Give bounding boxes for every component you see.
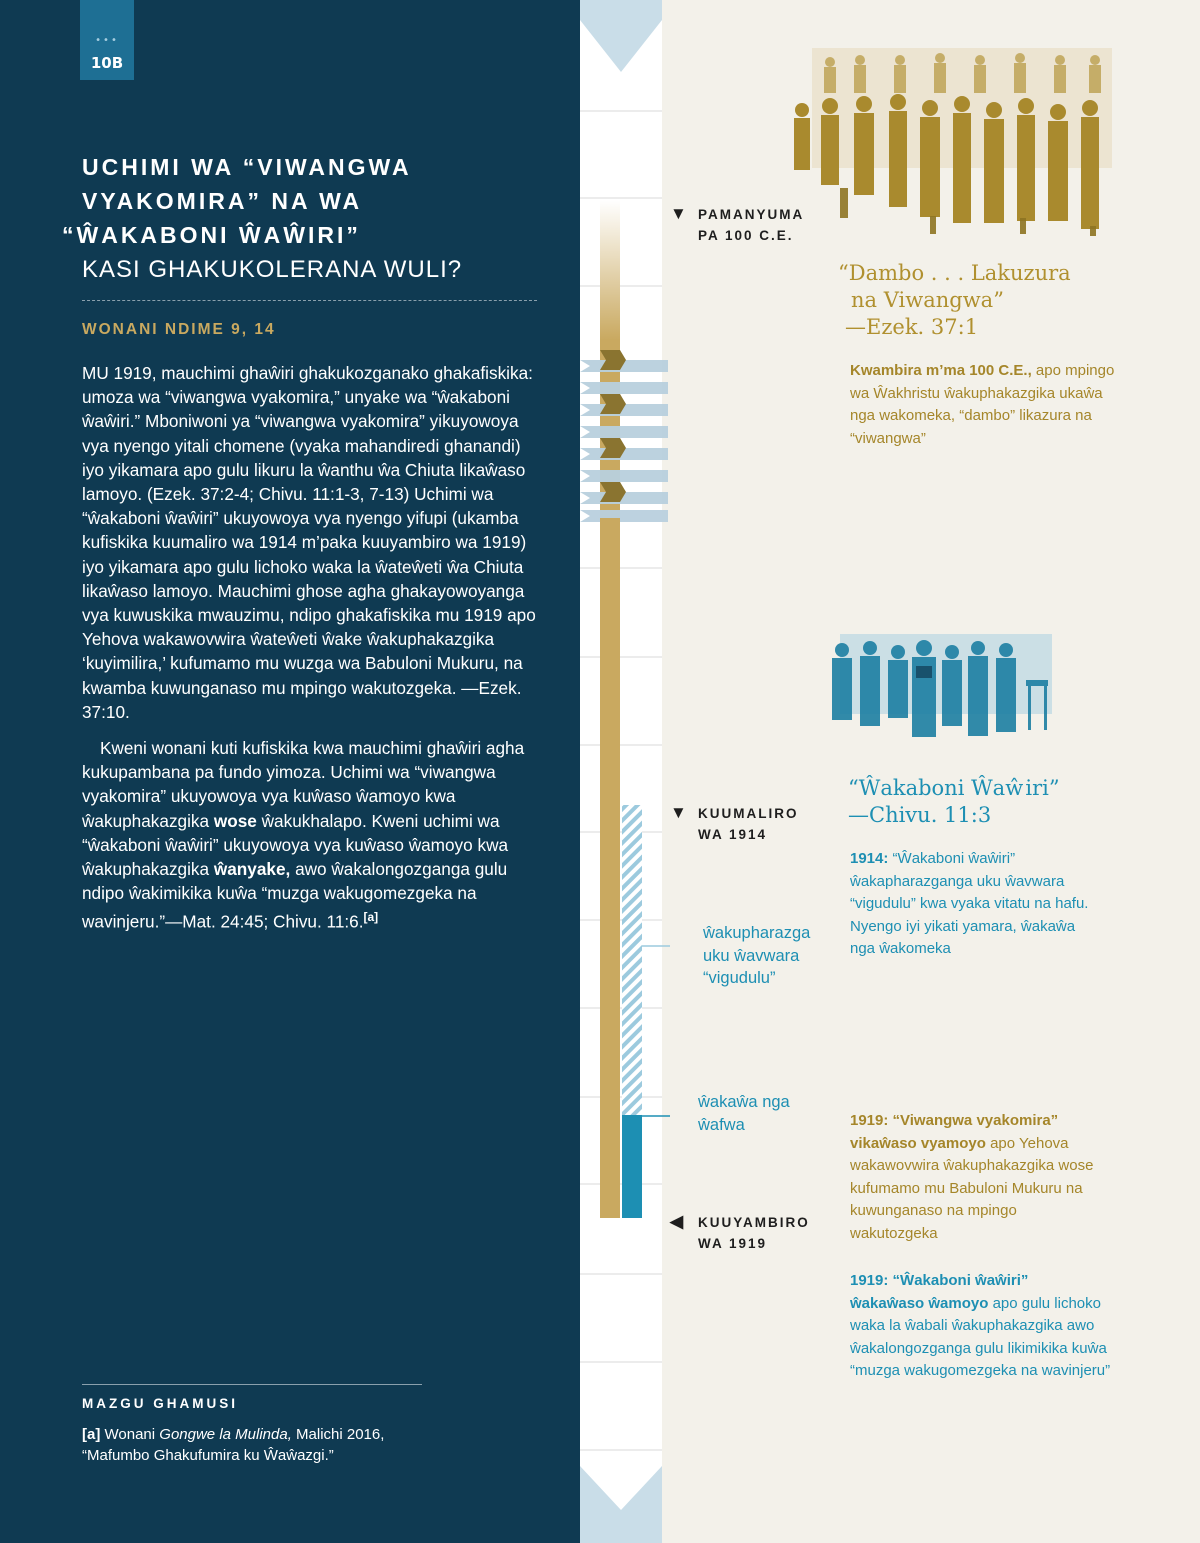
bones-description: Kwambira m’ma 100 C.E., apo mpingo wa Ŵakhristu ŵakuphakazgika ukaŵa nga wakomeka, “dambo” likazura na “viwangwa” [850, 362, 1115, 447]
p2-text-a: Kweni wonani kuti kufiskika kwa mauchimi ghaŵiri agha kukupambana pa fundo yimoza. Uchimi wa “viwangwa vyakomira” ukuyowoya vya kuŵaso ŵamoyo kwa ŵakuphakazgika [82, 738, 525, 831]
result-bones-1919: 1919: “Viwangwa vyakomira” vikaŵaso vyamoyo apo Yehova wakawovwira ŵakuphakazgika wose kufumamo mu Babuloni Mukuru na kuwunganaso na mpingo wakutozgeka [850, 1112, 1094, 1242]
page-subtitle: KASI GHAKUKOLERANA WULI? [82, 256, 463, 283]
timeline-graphic [580, 0, 670, 1543]
article-body [82, 361, 542, 946]
footnote-divider [82, 1384, 422, 1385]
footnote-text-a: Wonani [100, 1426, 160, 1443]
triangle-down-icon: ▼ [670, 803, 687, 822]
top-chevron [580, 0, 662, 72]
p2-bold-wanyake: ŵanyake, [213, 859, 291, 880]
dashed-divider [82, 300, 537, 301]
gold-bar-fade [600, 200, 620, 340]
triangle-left-icon: ◀ [670, 1212, 684, 1231]
span-label-sackcloth: ŵakupharazga uku ŵavwara “vigudulu” [703, 924, 811, 987]
page-title [62, 150, 532, 252]
title-line-3: “ŴAKABONI ŴAŴIRI” [62, 222, 361, 248]
hatched-bar [622, 805, 642, 1115]
footnote-text [82, 1424, 442, 1466]
witnesses-illustration [820, 630, 1060, 745]
body-paragraph-2 [82, 736, 542, 934]
footnote-marker: [a] [82, 1426, 101, 1443]
timeline-label-100ce: ▼ PAMANYUMA PA 100 C.E. [670, 204, 805, 243]
timeline-ticks [580, 111, 662, 1450]
witnesses-heading: “Ŵakaboni Ŵaŵiri” —Chivu. 11:3 [848, 776, 1060, 827]
p2-text-c: awo ŵakalongozganga gulu ndipo ŵakimikika kuŵa “muzga wakugomezgeka na wavinjeru.”—Mat. 24:45; Chivu. 11:6. [82, 859, 508, 933]
timeline-label-1914: ▼ KUUMALIRO WA 1914 [670, 803, 799, 842]
badge-dots: ••• [95, 35, 119, 46]
triangle-down-icon: ▼ [670, 204, 687, 223]
body-paragraph-1: MU 1919, mauchimi ghaŵiri ghakukozganako ghakafiskika: umoza wa “viwangwa vyakomira,” unyake wa “ŵakaboni ŵaŵiri.” Mboniwoni ya “viwangwa vyakomira” yikuyowoya vya nyengo yitali chomene (vyaka mahandiredi ghanandi) iyo yikamara apo gulu likuru la ŵanthu ŵa Chiuta likaŵaso lamoyo. (Ezek. 37:2-4; Chivu. 11:1-3, 7-13) Uchimi wa “ŵakaboni ŵaŵiri” ukuyowoya vya nyengo yifupi (ukamba kufiskika kuumaliro wa 1914 m’paka kuuyambiro wa 1919) iyo yikamara apo gulu lichoko waka la ŵateŵeti ŵa Chiuta likaŵaso lamoyo. Mauchimi ghose agha ghakayowoyanga vya kuwuskika mwauzimu, ndipo ghakafiskika mu 1919 apo Yehova wakawovwira ŵateŵeti ŵake ŵakuphakazgika ‘kuyimilira,’ kufumamo mu wuzga wa Babuloni Mukuru, na kwamba kuwunganaso mu mpingo wakutozgeka. —Ezek. 37:10. [82, 363, 536, 722]
article-panel [0, 0, 580, 1543]
span-label-dead: ŵakaŵa nga ŵafwa [698, 1093, 790, 1134]
badge-number: 10B [90, 54, 124, 72]
bottom-chevron [580, 1466, 662, 1543]
footnote-heading: MAZGU GHAMUSI [82, 1396, 238, 1411]
footnote-text-b: Malichi 2016, “Mafumbo Ghakufumira ku Ŵaŵazgi.” [82, 1426, 385, 1464]
bones-heading: “Dambo . . . Lakuzura na Viwangwa” —Ezek. 37:1 [838, 261, 1071, 339]
title-line-2: VYAKOMIRA” NA WA [82, 188, 363, 214]
page-badge [80, 0, 134, 80]
p2-text-b: ŵakukhalapo. Kweni uchimi wa “ŵakaboni ŵaŵiri” ukuyowoya vya kuŵaso ŵamoyo kwa ŵakuphakazgika [82, 810, 509, 880]
p2-bold-wose: wose [213, 810, 257, 831]
footnote-publication: Gongwe la Mulinda, [159, 1426, 292, 1443]
timeline-label-1919: ◀ KUUYAMBIRO WA 1919 [670, 1212, 810, 1251]
title-line-1: UCHIMI WA “VIWANGWA [82, 154, 412, 180]
blue-bar [622, 1115, 642, 1218]
paragraph-reference: WONANI NDIME 9, 14 [82, 321, 276, 338]
crowd-illustration [790, 48, 1120, 238]
zigzag-bands [580, 360, 668, 522]
result-witnesses-1919: 1919: “Ŵakaboni ŵaŵiri” ŵakaŵaso ŵamoyo apo gulu lichoko waka la ŵabali ŵakuphakazgika awo ŵakalongozganga gulu likimikika kuŵa “muzga wakugomezgeka na wavinjeru” [850, 1272, 1111, 1379]
witnesses-description: 1914: “Ŵakaboni ŵaŵiri” ŵakapharazganga uku ŵavwara “vigudulu” kwa vyaka vitatu na hafu. Nyengo iyi yikati yamara, ŵakaŵa nga ŵakomeka [850, 850, 1089, 957]
footnote-link[interactable]: [a] [363, 910, 379, 925]
